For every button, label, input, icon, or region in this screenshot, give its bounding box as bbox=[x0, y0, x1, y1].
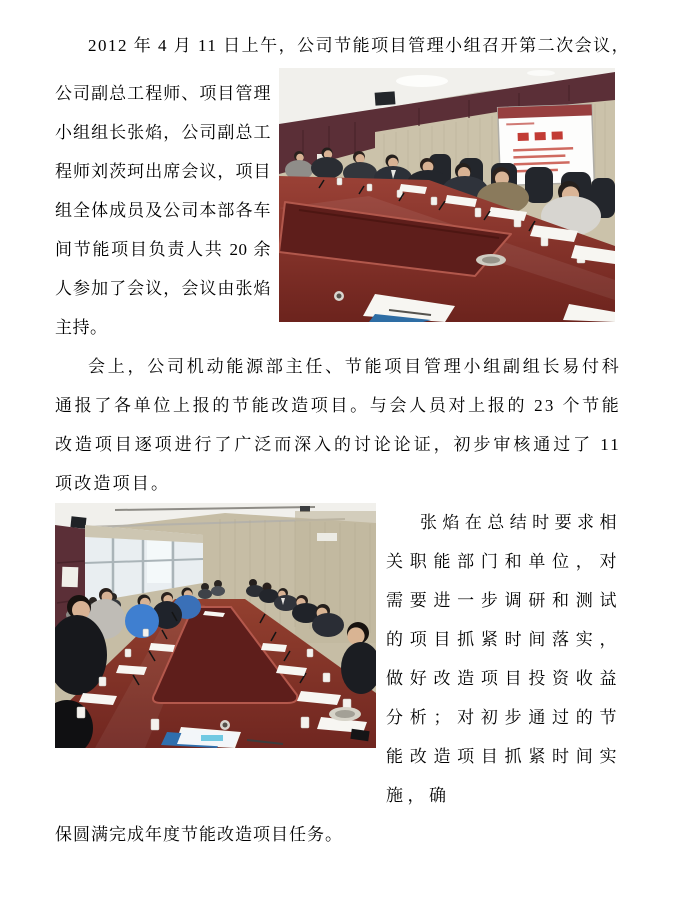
photo1-wall-monitor bbox=[375, 91, 396, 105]
meeting-photo-2 bbox=[55, 503, 376, 748]
photo2-notice-paper bbox=[62, 567, 79, 588]
paragraph-2: 会上，公司机动能源部主任、节能项目管理小组副组长易付科通报了各单位上报的节能改造项目。与会人员对上报的 23 个节能改造项目逐项进行了广泛而深入的讨论论证，初步审核通过了 11 项改造项目。 bbox=[55, 357, 621, 493]
paragraph-1-first-line: 2012 年 4 月 11 日上午，公司节能项目管理小组召开第二次会议， bbox=[88, 36, 631, 55]
photo2-speaker bbox=[70, 516, 86, 529]
meeting-photo-1 bbox=[279, 68, 615, 322]
paragraph-1-wrapped-text: 公司副总工程师、项目管理小组组长张焰，公司副总工程师刘茨珂出席会议，项目组全体成员及公司本部各车间节能项目负责人共 20 余人参加了会议，会议由张焰主持。 bbox=[55, 84, 271, 337]
text-wrap-row-2 bbox=[55, 503, 621, 815]
paragraph-3-last-line: 保圆满完成年度节能改造项目任务。 bbox=[55, 825, 343, 844]
paragraph-3-beside-photo: 张焰在总结时要求相关职能部门和单位，对需要进一步调研和测试的项目抓紧时间落实，做好改造项目投资收益分析；对初步通过的节能改造项目抓紧时间实施，确 bbox=[386, 513, 621, 805]
text-wrap-row-1 bbox=[55, 65, 621, 347]
photo2-wall-vent bbox=[317, 533, 337, 541]
